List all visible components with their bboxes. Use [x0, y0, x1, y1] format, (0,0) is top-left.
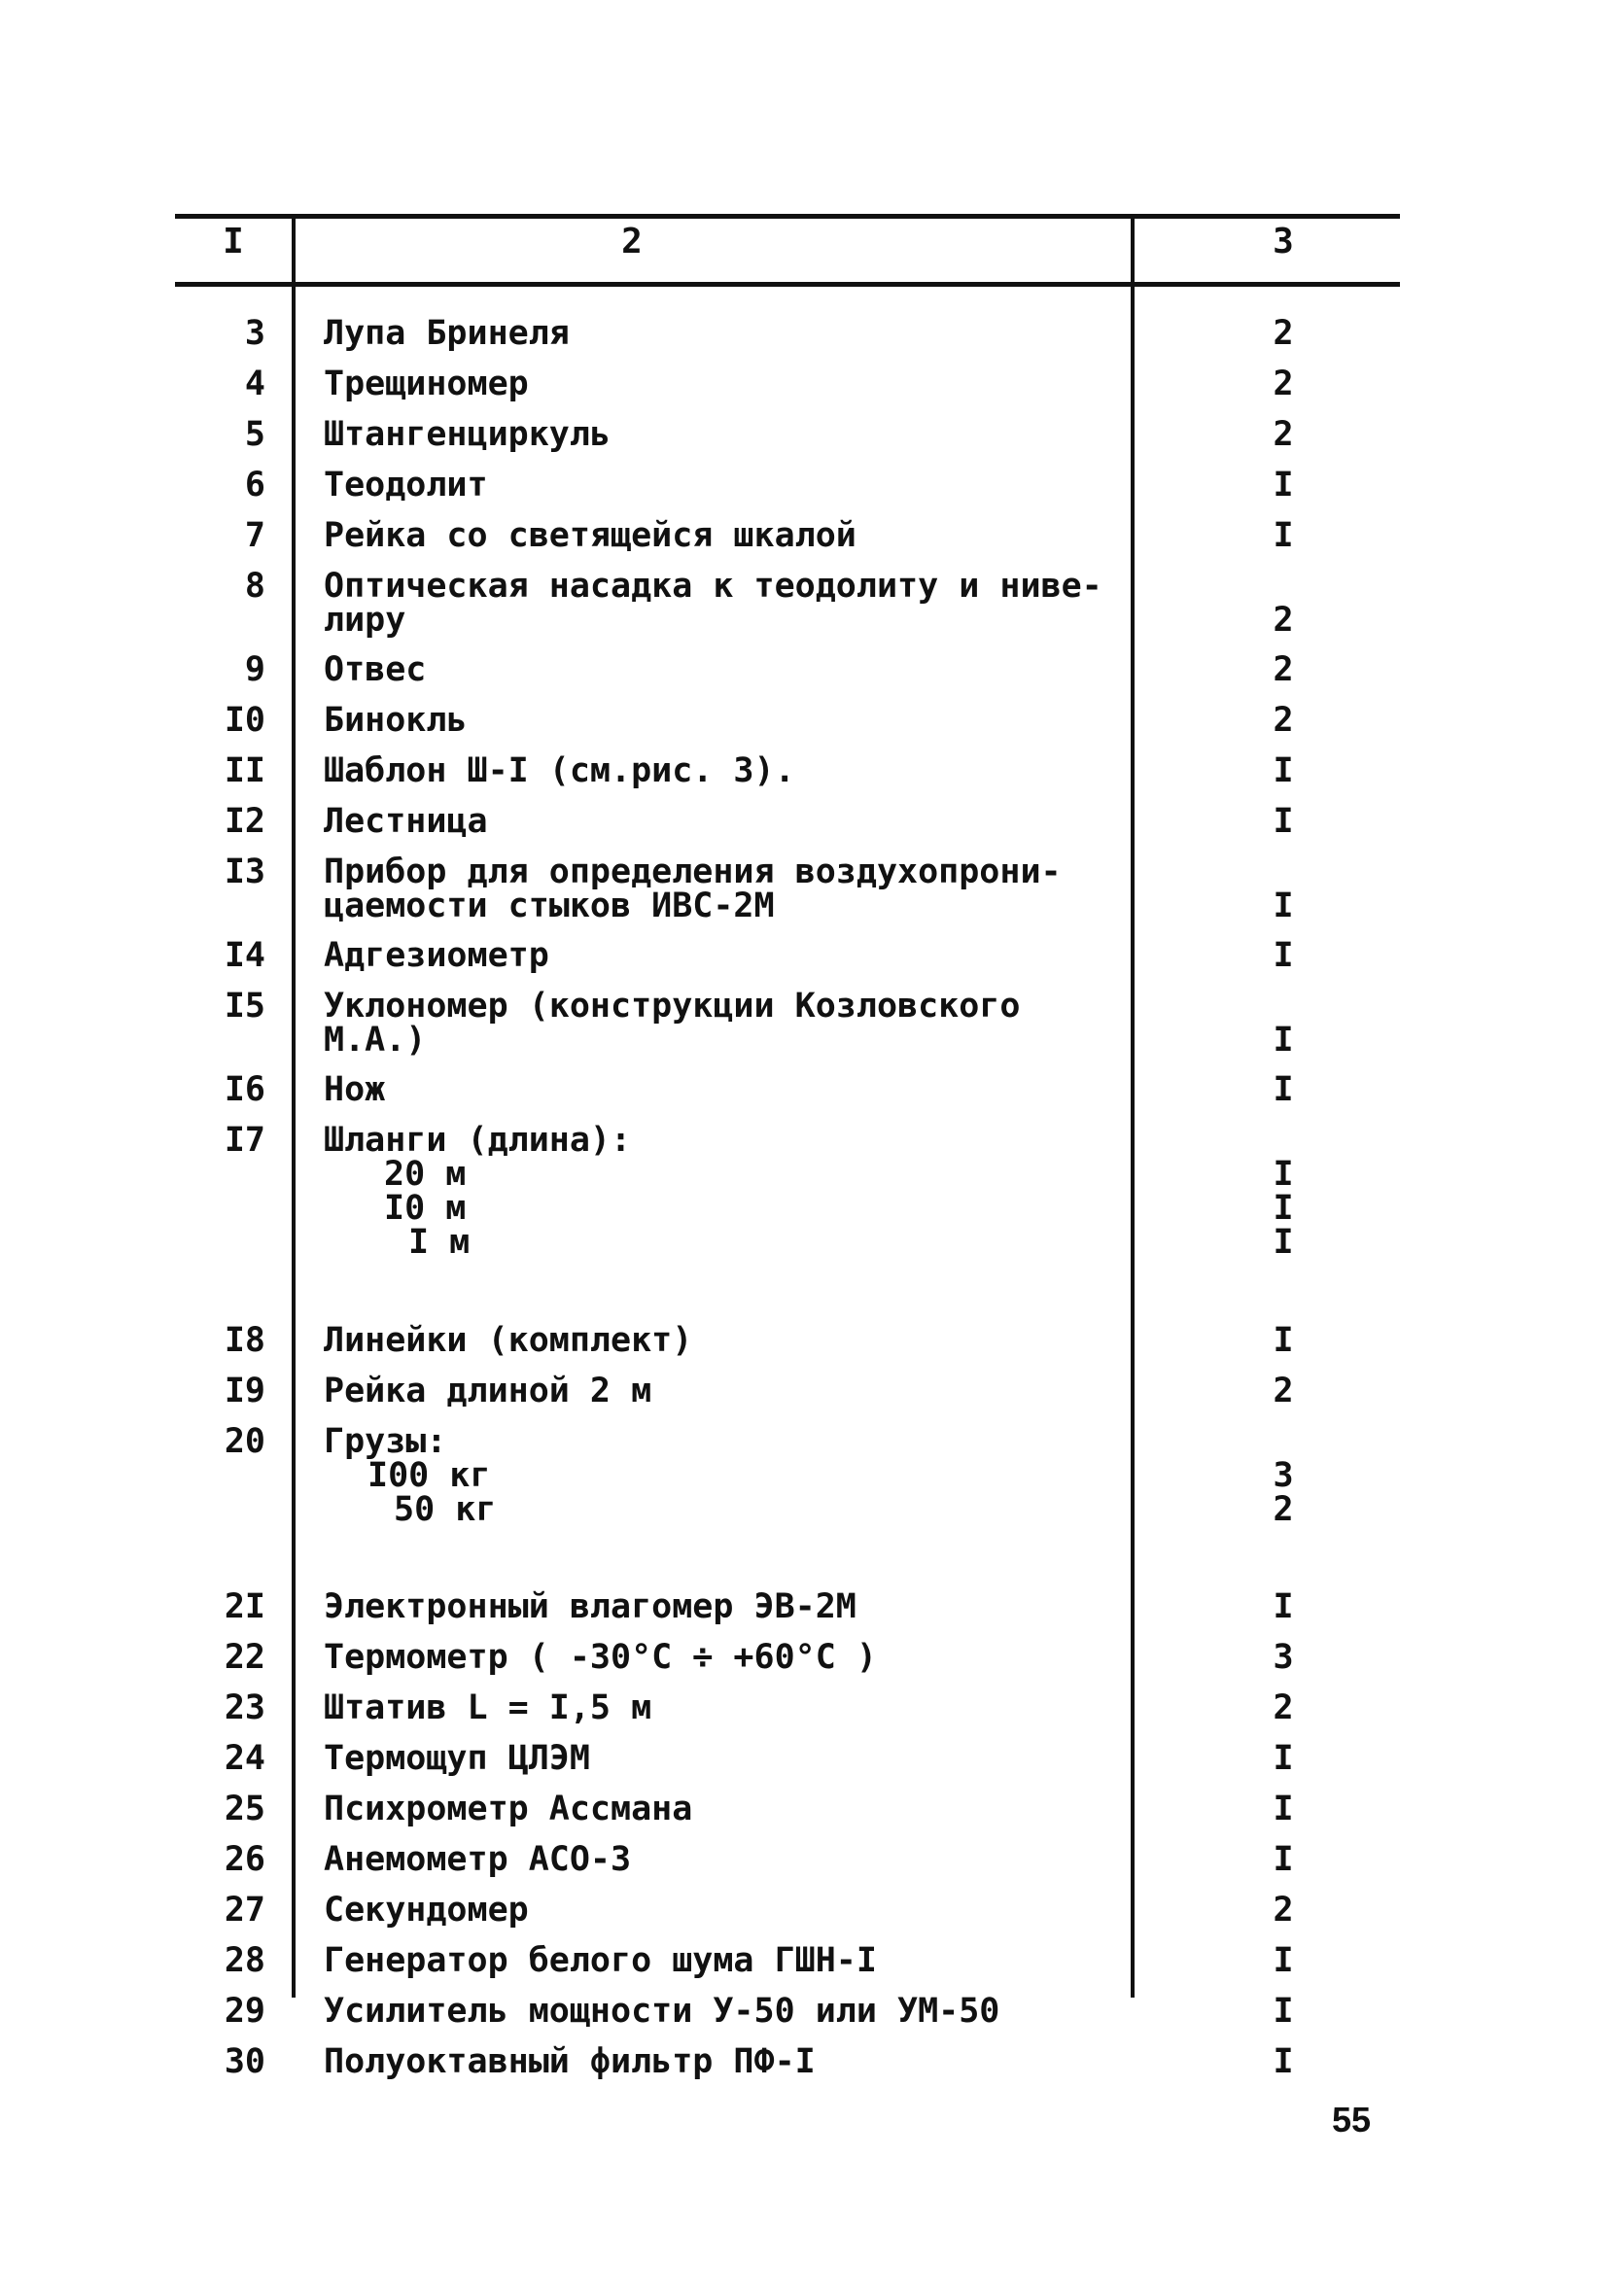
item-description: Анемометр АСО-3 [324, 1840, 632, 1879]
header-col-2: 2 [621, 222, 643, 261]
item-quantity: I [1273, 1223, 1294, 1262]
row-number: 24 [224, 1739, 265, 1778]
row-number: I8 [224, 1321, 265, 1360]
row-number: 29 [224, 1992, 265, 2031]
item-quantity: I [1273, 1070, 1294, 1109]
item-subitem: I00 кг [367, 1456, 491, 1495]
item-quantity: 2 [1273, 601, 1294, 640]
item-quantity: I [1273, 1587, 1294, 1626]
row-number: 6 [244, 466, 265, 504]
item-description: Рейка со светящейся шкалой [324, 516, 856, 555]
row-number: 5 [244, 415, 265, 454]
header-col-1: I [223, 222, 244, 261]
item-quantity: I [1273, 802, 1294, 841]
item-description: цаемости стыков ИВС-2М [324, 887, 775, 925]
item-quantity: I [1273, 516, 1294, 555]
item-description: Электронный влагомер ЭВ-2М [324, 1587, 856, 1626]
row-number: I3 [224, 852, 265, 891]
item-description: Грузы: [324, 1422, 447, 1461]
row-number: I6 [224, 1070, 265, 1109]
row-number: I9 [224, 1372, 265, 1410]
item-description: Трещиномер [324, 365, 529, 403]
item-description: Шланги (длина): [324, 1121, 632, 1160]
row-number: 28 [224, 1941, 265, 1980]
item-description: Штатив L = I,5 м [324, 1688, 652, 1727]
row-number: 9 [244, 650, 265, 689]
item-quantity: I [1273, 1992, 1294, 2031]
row-number: I4 [224, 936, 265, 975]
item-quantity: I [1273, 1941, 1294, 1980]
column-divider-2 [1131, 214, 1135, 1998]
row-number: 25 [224, 1790, 265, 1828]
item-quantity: 2 [1273, 415, 1294, 454]
item-description: Секундомер [324, 1891, 529, 1930]
header-col-3: 3 [1273, 222, 1294, 261]
item-description: Усилитель мощности У-50 или УМ-50 [324, 1992, 1000, 2031]
item-quantity: I [1273, 1155, 1294, 1194]
row-number: 27 [224, 1891, 265, 1930]
item-description: Отвес [324, 650, 427, 689]
item-quantity: I [1273, 2042, 1294, 2081]
item-quantity: 2 [1273, 701, 1294, 740]
row-number: II [224, 751, 265, 790]
item-description: Оптическая насадка к теодолиту и ниве- [324, 567, 1102, 606]
item-description: Уклономер (конструкции Козловского [324, 987, 1021, 1026]
item-description: М.А.) [324, 1021, 427, 1060]
table-top-rule [175, 214, 1400, 219]
item-description: Лупа Бринеля [324, 314, 570, 353]
item-description: Нож [324, 1070, 386, 1109]
row-number: I5 [224, 987, 265, 1026]
row-number: 3 [244, 314, 265, 353]
item-description: Прибор для определения воздухопрони- [324, 852, 1062, 891]
item-description: Термометр ( -30°С ÷ +60°С ) [324, 1638, 877, 1677]
item-subitem: 50 кг [394, 1490, 497, 1529]
item-quantity: 2 [1273, 1490, 1294, 1529]
row-number: I2 [224, 802, 265, 841]
item-description: Шаблон Ш-I (см.рис. 3). [324, 751, 795, 790]
item-quantity: I [1273, 1321, 1294, 1360]
column-divider-1 [292, 214, 296, 1998]
item-quantity: 3 [1273, 1638, 1294, 1677]
item-description: Термощуп ЦЛЭМ [324, 1739, 590, 1778]
item-quantity: 2 [1273, 1688, 1294, 1727]
item-quantity: 2 [1273, 1372, 1294, 1410]
item-quantity: I [1273, 751, 1294, 790]
item-quantity: 2 [1273, 1891, 1294, 1930]
item-quantity: 2 [1273, 365, 1294, 403]
item-quantity: I [1273, 887, 1294, 925]
item-description: Линейки (комплект) [324, 1321, 693, 1360]
row-number: 8 [244, 567, 265, 606]
item-subitem: I м [408, 1223, 471, 1262]
item-quantity: I [1273, 1840, 1294, 1879]
item-description: Штангенциркуль [324, 415, 612, 454]
item-quantity: I [1273, 1021, 1294, 1060]
row-number: 2I [224, 1587, 265, 1626]
item-subitem: I0 м [384, 1189, 467, 1228]
item-quantity: 2 [1273, 314, 1294, 353]
item-subitem: 20 м [384, 1155, 467, 1194]
item-description: Лестница [324, 802, 488, 841]
row-number: 30 [224, 2042, 265, 2081]
item-description: Генератор белого шума ГШН-I [324, 1941, 877, 1980]
row-number: 7 [244, 516, 265, 555]
table-header-rule [175, 282, 1400, 287]
row-number: I7 [224, 1121, 265, 1160]
item-description: Рейка длиной 2 м [324, 1372, 652, 1410]
item-description: Бинокль [324, 701, 468, 740]
row-number: 20 [224, 1422, 265, 1461]
row-number: 26 [224, 1840, 265, 1879]
item-description: Адгезиометр [324, 936, 549, 975]
item-description: Психрометр Ассмана [324, 1790, 693, 1828]
row-number: 23 [224, 1688, 265, 1727]
item-quantity: I [1273, 1189, 1294, 1228]
item-description: Полуоктавный фильтр ПФ-I [324, 2042, 816, 2081]
item-quantity: 2 [1273, 650, 1294, 689]
row-number: 4 [244, 365, 265, 403]
row-number: I0 [224, 701, 265, 740]
page-number: 55 [1332, 2100, 1372, 2139]
item-quantity: I [1273, 936, 1294, 975]
item-description: лиру [324, 601, 406, 640]
row-number: 22 [224, 1638, 265, 1677]
item-description: Теодолит [324, 466, 488, 504]
item-quantity: I [1273, 1790, 1294, 1828]
item-quantity: I [1273, 466, 1294, 504]
item-quantity: 3 [1273, 1456, 1294, 1495]
item-quantity: I [1273, 1739, 1294, 1778]
